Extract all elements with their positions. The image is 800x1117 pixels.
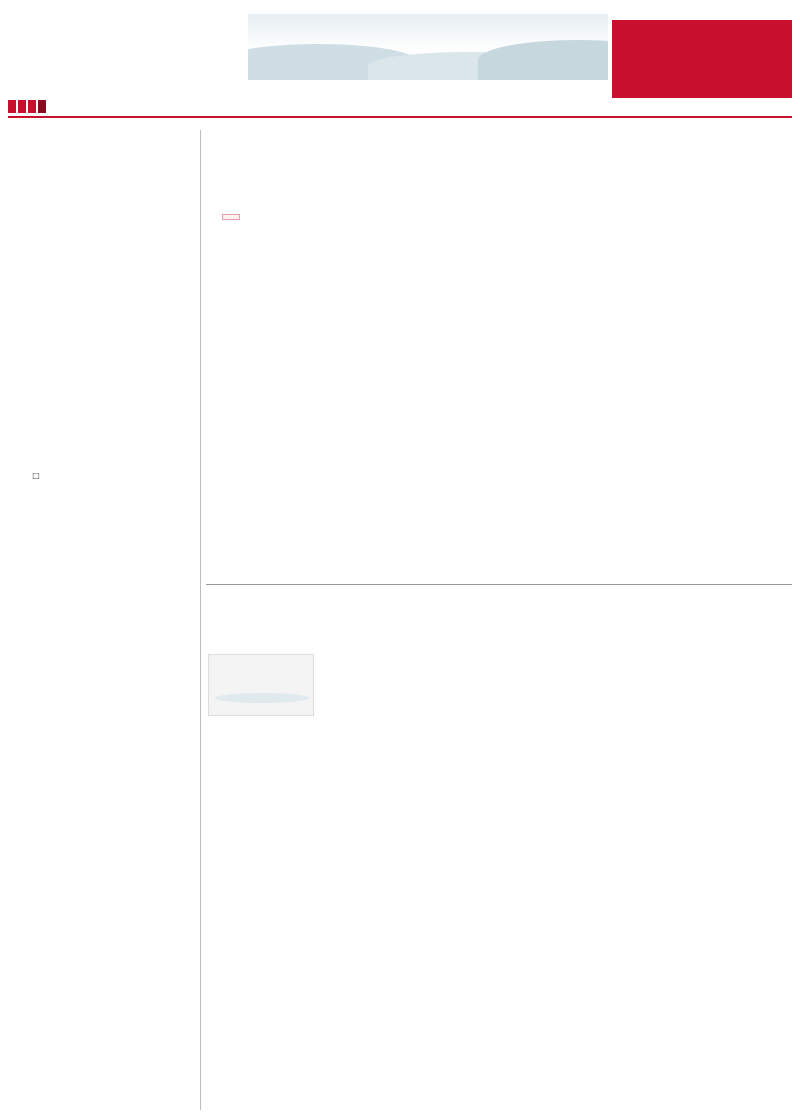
nav-item[interactable] bbox=[18, 100, 26, 113]
article1-tag bbox=[222, 214, 240, 220]
left-article-author: □ bbox=[32, 471, 40, 480]
article2-col5 bbox=[650, 654, 790, 1032]
nav-item[interactable] bbox=[28, 100, 36, 113]
section-divider bbox=[206, 584, 792, 585]
article1-col3 bbox=[428, 206, 532, 578]
nav-item[interactable] bbox=[8, 100, 16, 113]
canal-wave-shape bbox=[215, 693, 309, 703]
left-article-body-col2 bbox=[132, 148, 194, 753]
header-rule bbox=[8, 116, 792, 118]
column-divider bbox=[200, 130, 201, 1110]
left-article-body-lower bbox=[66, 757, 194, 1102]
section-nav bbox=[8, 100, 48, 114]
article1-col2 bbox=[320, 206, 424, 578]
article2-col1 bbox=[208, 730, 314, 1032]
article2-col3 bbox=[428, 654, 532, 1032]
nav-item-active[interactable] bbox=[38, 100, 46, 113]
grand-canal-banner-image bbox=[208, 654, 314, 716]
article1-col1 bbox=[208, 248, 314, 578]
article2-col4 bbox=[538, 654, 644, 1032]
article1-col4 bbox=[538, 206, 644, 578]
article2-col2 bbox=[320, 654, 424, 1032]
left-article-body-col1 bbox=[66, 148, 128, 753]
article1-col5 bbox=[650, 206, 790, 578]
header-banner-image bbox=[248, 14, 608, 80]
slogan-box bbox=[612, 20, 792, 98]
